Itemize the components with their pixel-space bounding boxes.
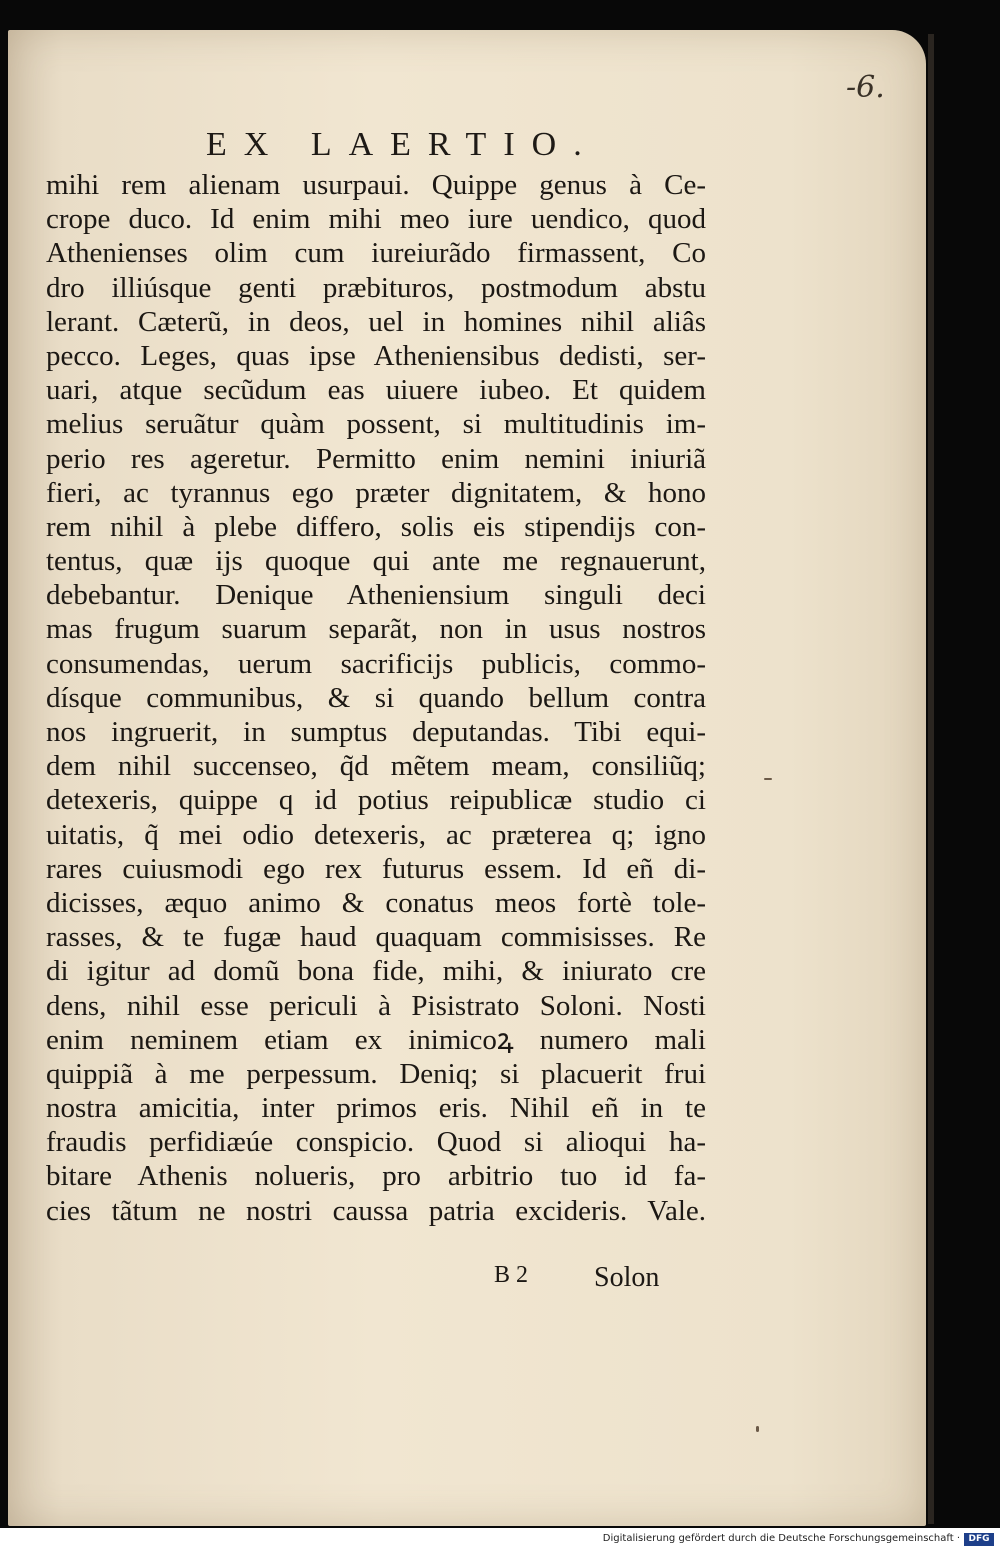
text-line: lerant. Cæterũ, in deos, uel in homines nihil aliâs [46, 305, 706, 338]
text-line: dem nihil succenseo, q̃d mẽtem meam, consiliũq; [46, 750, 706, 783]
text-line: di igitur ad domũ bona fide, mihi, & iniurato cre [46, 955, 706, 988]
text-line: rem nihil à plebe differo, solis eis stipendijs con- [46, 510, 706, 543]
text-line: uari, atque secũdum eas uiuere iubeo. Et quidem [46, 374, 706, 407]
text-line: rasses, & te fugæ haud quaquam commisisses. Re [46, 921, 706, 954]
text-line: quippiã à me perpessum. Deniq; si placuerit frui [46, 1057, 706, 1090]
text-line: consumendas, uerum sacrificijs publicis, commo- [46, 647, 706, 680]
text-line: uitatis, q̃ mei odio detexeris, ac præterea q; igno [46, 818, 706, 851]
text-line: Athenienses olim cum iureiurãdo firmassent, Co [46, 237, 706, 270]
text-line: tentus, quæ ijs quoque qui ante me regnauerunt, [46, 545, 706, 578]
text-line: bitare Athenis nolueris, pro arbitrio tuo id fa- [46, 1160, 706, 1193]
running-head: EX LAERTIO. [206, 126, 599, 163]
body-text [46, 168, 706, 1228]
text-line: cies tãtum ne nostri caussa patria excideris. Vale. [46, 1194, 706, 1227]
text-line: enim neminem etiam ex inimicoꝝ numero mali [46, 1023, 706, 1056]
text-line: mas frugum suarum separãt, non in usus nostros [46, 613, 706, 646]
text-line: rares cuiusmodi ego rex futurus essem. Id eñ di- [46, 852, 706, 885]
text-line: fieri, ac tyrannus ego præter dignitatem, & hono [46, 476, 706, 509]
page-edge [928, 34, 934, 1524]
paper-speck [764, 778, 772, 780]
text-line: dicisses, æquo animo & conatus meos fortè tole- [46, 886, 706, 919]
catchword: Solon [594, 1262, 660, 1293]
text-line: pecco. Leges, quas ipse Atheniensibus dedisti, ser- [46, 339, 706, 372]
text-line: dísque communibus, & si quando bellum contra [46, 681, 706, 714]
text-line: detexeris, quippe q id potius reipublicæ studio ci [46, 784, 706, 817]
paper-speck [756, 1426, 759, 1432]
text-line: perio res ageretur. Permitto enim nemini iniuriã [46, 442, 706, 475]
text-line: nostra amicitia, inter primos eris. Nihil eñ in te [46, 1092, 706, 1125]
text-line: debebantur. Denique Atheniensium singuli deci [46, 579, 706, 612]
footer-bar [0, 1528, 1000, 1552]
text-line: crope duco. Id enim mihi meo iure uendico, quod [46, 203, 706, 236]
dfg-logo: DFG [964, 1533, 994, 1546]
text-line: melius seruãtur quàm possent, si multitudinis im- [46, 408, 706, 441]
text-line: dens, nihil esse periculi à Pisistrato Soloni. Nosti [46, 989, 706, 1022]
text-line: mihi rem alienam usurpaui. Quippe genus à Ce- [46, 169, 706, 201]
text-line: dro illiúsque genti præbituros, postmodum abstu [46, 271, 706, 304]
footer-credit: Digitalisierung gefördert durch die Deutsche Forschungsgemeinschaft · [602, 1533, 960, 1544]
text-line: fraudis perfidiæúe conspicio. Quod si alioqui ha- [46, 1126, 706, 1159]
signature-mark: B 2 [494, 1262, 529, 1288]
text-line: nos ingruerit, in sumptus deputandas. Tibi equi- [46, 716, 706, 748]
folio-mark: -6. [846, 70, 885, 105]
